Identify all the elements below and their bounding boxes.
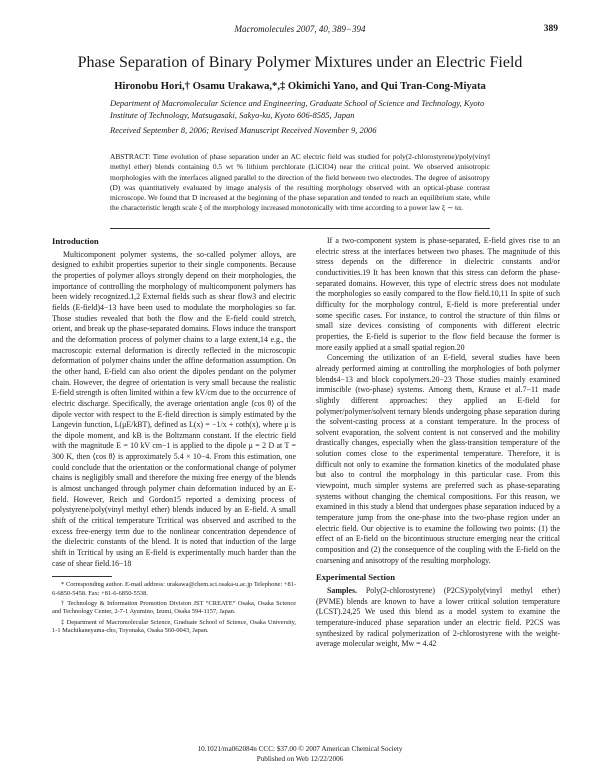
page-number: 389 (543, 24, 558, 34)
article-title: Phase Separation of Binary Polymer Mixtures under an Electric Field (77, 54, 523, 71)
abstract-label: ABSTRACT: (110, 152, 151, 161)
right-paragraph-1: If a two-component system is phase-separated, E-field gives rise to an electric stress at the interfaces between two phases. The magnitude of this stress depends on the difference in dielectric constants and/or conductivities.19 It has been known that this stress can deform the phase-separated domains. However, this type of electric stress does not modulate the morphologies so easily compared to the flow field.10,11 In spite of such difficulty for the morphology control, E-field is more preferential under some specific cases. For instance, to control the structure of thin films or small size devices consisting of components with different electric properties, the E-field is superior to the flow field because the former is more easily applied at a small spatial region.20 (316, 236, 560, 352)
left-column (52, 236, 296, 637)
journal-reference: Macromolecules 2007, 40, 389−394 (234, 24, 366, 34)
publication-date: Published on Web 12/22/2006 (256, 754, 344, 763)
right-column (316, 236, 560, 650)
samples-text: Poly(2-chlorostyrene) (P2CS)/poly(vinyl methyl ether) (PVME) blends are known to have a lower critical solution temperature (LCST).24,25 We used this blend as a model system to examine the temperature-induced phase separation under an electric field. P2CS was synthesized by radical polymerization of 2-chlorostyrene with the weight-average molecular weight, Mw = 4.42 (316, 586, 560, 649)
abstract-divider (110, 228, 490, 229)
running-header (0, 24, 600, 38)
footnotes (52, 581, 296, 635)
samples-paragraph (316, 586, 560, 650)
introduction-heading: Introduction (52, 236, 99, 246)
right-paragraph-2: Concerning the utilization of an E-field, several studies have been already performed aiming at controlling the morphologies of both polymer blends4−13 and block copolymers.20−23 Those studies mainly examined immiscible (two-phase) systems. Among them, Krause et al.7−11 made slightly different approaches: they applied an E-field for polymer/polymer/solvent ternary blends undergoing phase separation during the solvent-casting process at a constant temperature. In the process of solvent evaporation, the solvent content is not conserved and the mobility drastically changes, especially when the glass-transition temperature of the solution comes close to the experimental temperature. Therefore, it is difficult not only to examine the formation kinetics of the modulated phase but also to control the morphology in this particular case. From this viewpoint, much simpler systems are preferred such as phase-separating systems without changing the chemical compositions. For this reason, we examined in this study a blend that undergoes phase separation induced by a temperature jump from the one-phase into the two-phase region under an electric field. Our objective is to examine the following two points: (1) the effect of an E-field on the bicontinuous structure emerging near the critical composition and (2) the consequence of the coupling with the E-field on the coarsening and anisotropy of the resulting morphology. (316, 353, 560, 565)
experimental-heading: Experimental Section (316, 572, 396, 583)
author-list: Hironobu Hori,† Osamu Urakawa,*,‡ Okimichi Yano, and Qui Tran-Cong-Miyata (114, 81, 486, 92)
intro-paragraph-1: Multicomponent polymer systems, the so-called polymer alloys, are designed to exhibit properties superior to their single components. Because the properties of polymer alloys strongly depend on their morphologies, the importance of controlling the morphology of multicomponent polymers has been widely recognized.1,2 External fields such as shear flow3 and electric fields (E-field)4−13 have been used to modulate the morphologies so far. Those studies revealed that both the flow and the E-field could stretch, orient, and break up the phase-separated domains. Flows induce the transport and the deformation process of polymer chains to a large extent,14 e.g., the macroscopic external deformation is directly reflected in the microscopic deformation of polymer chains under the affine deformation assumption. On the other hand, E-field can also orient the dipoles pendant on the polymer chain. However, the degree of orientation is very small because the realistic E-field strength is often limited within a few kV/cm due to the occurrence of electric discharge. Specifically, the average orientation angle ⟨cos θ⟩ of the dipole vector with respect to the E-field direction is simply estimated by the Langevin function, L(μE/kBT), defined as L(x) = −1/x + coth(x), where μ is the dipole moment, and kB is the Boltzmann constant. If the electric field with the magnitude E = 10 kV cm−1 is applied to the dipole μ = 2 D at T = 300 K, then ⟨cos θ⟩ is approximately 5.4 × 10−4. From this estimation, one could conclude that the orientation or the conformational change of polymer chains is negligibly small and therefore the mixing free energy of the blends is almost unchanged through polymer chain deformation induced by an E-field. However, Reich and Gordon15 reported a demixing process of polystyrene/poly(vinyl methyl ether) blends induced by an E-field. A small shift of the critical temperature Tcritical was observed and ascribed to the excess free-energy term due to the nonlinear concentration dependence of the dielectric constants of the blend. It is noted that induction of the large shift in Tcritical by using an E-field is experimentally much harder than the case of shear field.16−18 (52, 249, 296, 568)
footnote-osaka: ‡ Department of Macromolecular Science, Graduate School of Science, Osaka University, 1-1 Machikaneyama-cho, Toyonaka, Osaka 560-0043, Japan. (52, 618, 296, 634)
footnote-jst: † Technology & Information Promotion Division JST “CREATE” Osaka, Osaka Science and Technology Center, 2-7-1 Ayumino, Izumi, Osaka 594-1157, Japan. (52, 599, 296, 616)
received-dates: Received September 8, 2006; Revised Manuscript Received November 9, 2006 (110, 125, 377, 135)
abstract-text: Time evolution of phase separation under an AC electric field was studied for poly(2-chlorostyrene)/poly(vinyl methyl ether) blends containing 0.5 wt % lithium perchlorate (LiClO4) near the critical point. We observed anisotropic morphologies with the interfaces aligned parallel to the direction of the field between two electrodes. The degree of anisotropy (D) was quantitatively evaluated by image analysis of the resulting morphology observed with an optical-phase contrast microscope. We found that D increased at the beginning of the phase separation and tended to reach an equilibrium state, while the characteristic length scale ξ of the morphology increased monotonically with time according to a power law ξ ∼ tα. (110, 152, 490, 213)
samples-lead: Samples. (327, 586, 358, 595)
page-footer (0, 745, 600, 764)
affiliation: Department of Macromolecular Science and Engineering, Graduate School of Science and Technology, Kyoto Institute of Technology, Matsugasaki, Sakyo-ku, Kyoto 606-8585, Japan (110, 98, 485, 120)
footnote-divider (52, 576, 112, 577)
abstract (110, 152, 490, 214)
footnote-corresponding-author: * Corresponding author. E-mail address: urakawa@chem.sci.osaka-u.ac.jp Telephone: +81-6-6850-5458. Fax: +81-6-6850-5538. (52, 581, 296, 597)
doi-copyright: 10.1021/ma062084n CCC: $37.00 © 2007 American Chemical Society (197, 745, 403, 753)
